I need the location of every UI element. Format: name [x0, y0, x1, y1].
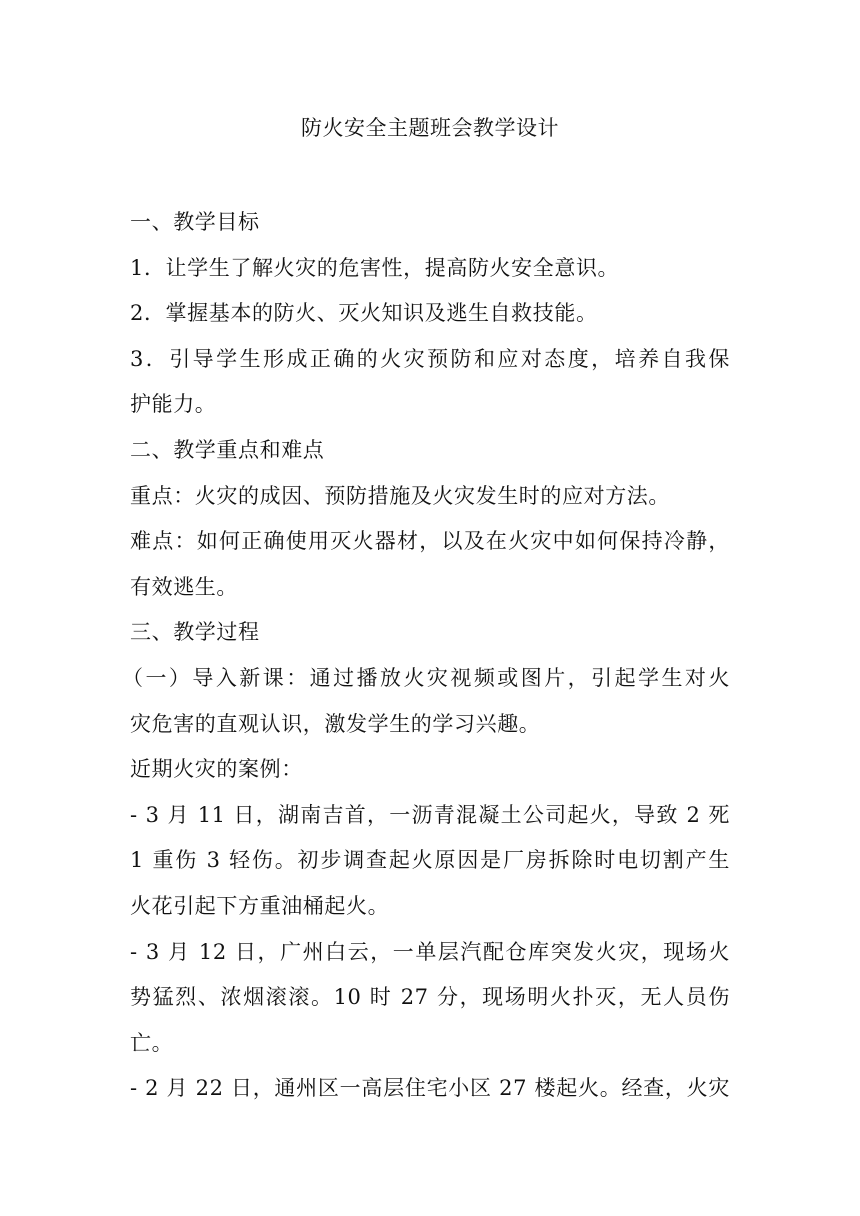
- case-item-2-continued-2: 亡。: [130, 1030, 174, 1055]
- difficulty-paragraph-continued: 有效逃生。: [130, 574, 238, 599]
- process-intro-paragraph-continued: 灾危害的直观认识，激发学生的学习兴趣。: [130, 711, 541, 736]
- case-item-2: - 3 月 12 日，广州白云，一单层汽配仓库突发火灾，现场火: [130, 939, 730, 964]
- case-item-1-continued-2: 火花引起下方重油桶起火。: [130, 893, 390, 918]
- objective-item-1: 1．让学生了解火灾的危害性，提高防火安全意识。: [130, 255, 620, 280]
- objective-item-2: 2．掌握基本的防火、灭火知识及逃生自救技能。: [130, 301, 598, 326]
- case-item-1: - 3 月 11 日，湖南吉首，一沥青混凝土公司起火，导致 2 死: [130, 802, 730, 827]
- section-heading-objectives: 一、教学目标: [130, 210, 260, 234]
- section-heading-key-points: 二、教学重点和难点: [130, 437, 325, 462]
- document-title: 防火安全主题班会教学设计: [301, 116, 559, 140]
- case-item-2-continued: 势猛烈、浓烟滚滚。10 时 27 分，现场明火扑灭，无人员伤: [130, 985, 730, 1010]
- recent-cases-heading: 近期火灾的案例：: [130, 757, 303, 782]
- document-body: [122, 200, 730, 1112]
- objective-item-3: 3．引导学生形成正确的火灾预防和应对态度，培养自我保: [130, 346, 730, 371]
- case-item-1-continued: 1 重伤 3 轻伤。初步调查起火原因是厂房拆除时电切割产生: [130, 848, 730, 873]
- process-intro-paragraph: （一）导入新课：通过播放火灾视频或图片，引起学生对火: [122, 665, 730, 690]
- case-item-3: - 2 月 22 日，通州区一高层住宅小区 27 楼起火。经查，火灾: [130, 1076, 730, 1101]
- difficulty-paragraph: 难点：如何正确使用灭火器材，以及在火灾中如何保持冷静，: [130, 529, 730, 554]
- key-point-paragraph: 重点：火灾的成因、预防措施及火灾发生时的应对方法。: [130, 483, 670, 508]
- objective-item-3-continued: 护能力。: [130, 392, 217, 417]
- section-heading-process: 三、教学过程: [130, 620, 260, 645]
